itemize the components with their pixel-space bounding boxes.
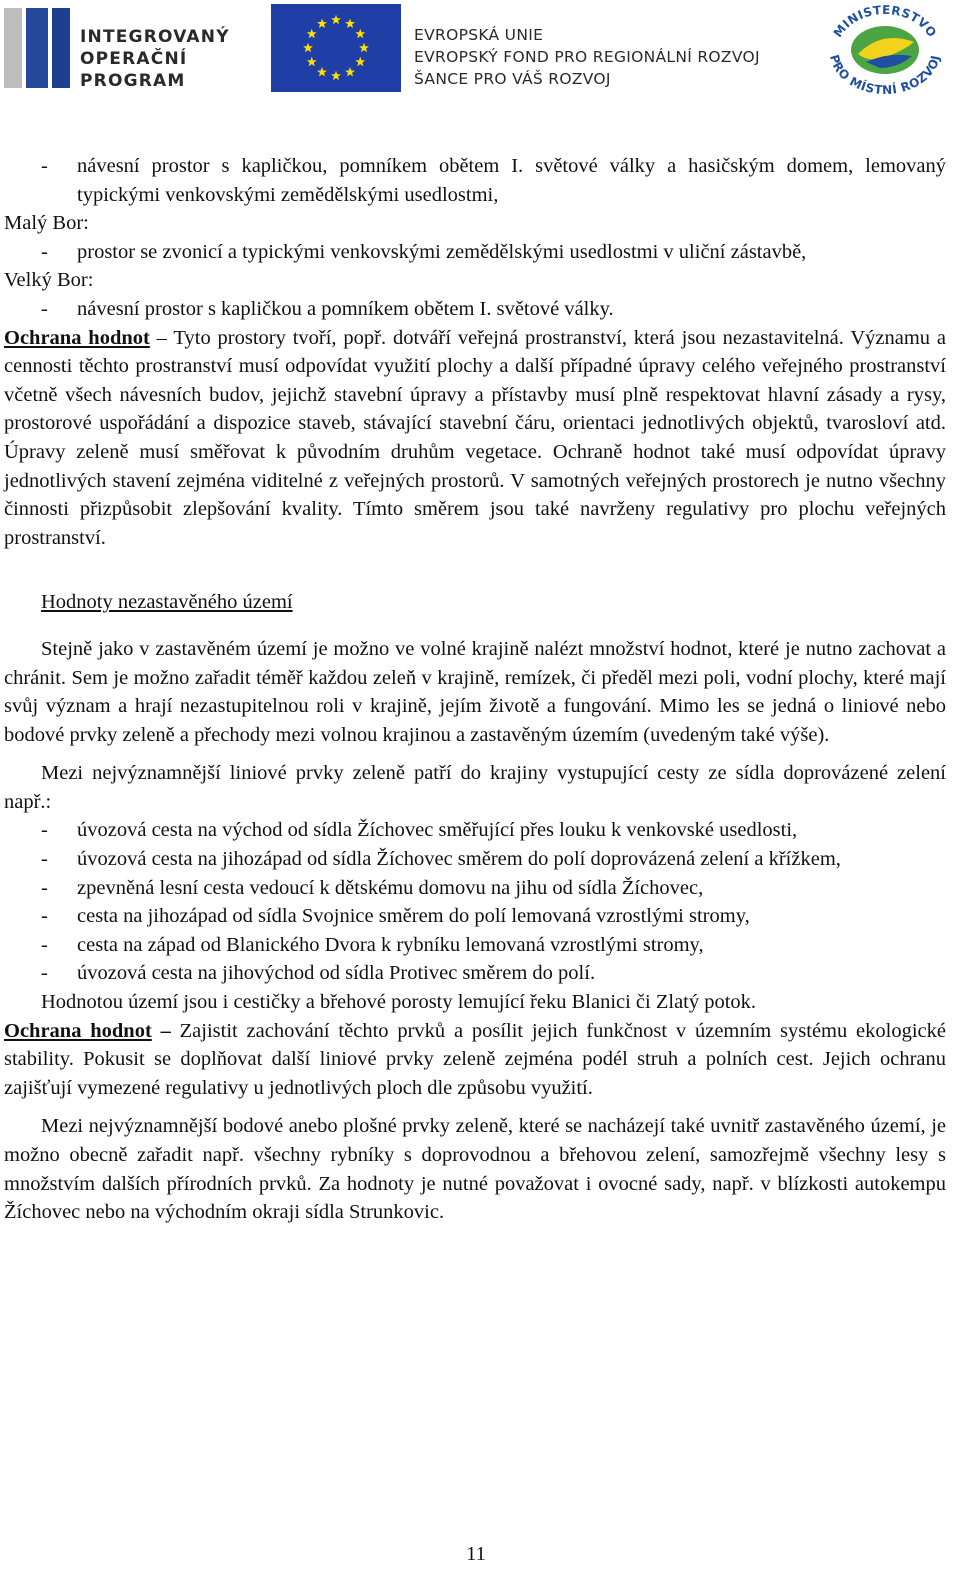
eu-star-icon	[355, 29, 365, 38]
eu-star-icon	[345, 67, 355, 76]
mmr-logo-top-text: MINISTERSTVO	[830, 2, 940, 40]
mmr-logo	[822, 2, 948, 94]
eu-flag-icon	[271, 4, 401, 92]
eu-star-icon	[355, 57, 365, 66]
eu-star-icon	[303, 43, 313, 52]
label-velky-bor: Velký Bor:	[4, 269, 94, 292]
mmr-logo-bottom-text: PRO MÍSTNÍ ROZVOJ	[827, 53, 943, 94]
page-number: 11	[466, 1543, 486, 1565]
section-heading: Hodnoty nezastavěného území	[41, 591, 293, 614]
eu-star-icon	[317, 67, 327, 76]
paragraph-stejne: Stejně jako v zastavěném území je možno ve volné krajině nalézt množství hodnot, které je nutno zachovat a chránit. Sem je možno zařadit téměř každou zeleň v krajině, remízek, či předěl mezi poli, vodní plochy, které mají svůj význam a hrají nezastupitelnou roli v krajině, jejím životě a fungování. Mimo les se jedná o liniové nebo bodové prvky zeleně a přechody mezi volnou krajinou a zastavěným územím (uvedeným také výše).	[4, 637, 946, 746]
eu-star-icon	[331, 71, 341, 80]
list-item: - cesta na jihozápad od sídla Svojnice směrem do polí lemovaná vzrostlými stromy,	[41, 905, 750, 928]
eu-star-icon	[317, 19, 327, 28]
eu-star-icon	[331, 15, 341, 24]
label-maly-bor: Malý Bor:	[4, 212, 89, 235]
list-item: - úvozová cesta na jihozápad od sídla Žíchovec směrem do polí doprovázená zelení a křížkem,	[41, 848, 841, 871]
list-item: - úvozová cesta na jihovýchod od sídla Protivec směrem do polí.	[41, 962, 596, 985]
ochrana-hodnot-paragraph-1: Ochrana hodnot – Tyto prostory tvoří, popř. dotváří veřejná prostranství, která jsou nezastavitelná. Významu a cennosti těchto prostranství musí odpovídat využití plochy a další případné úpravy celého veřejného prostranství včetně všech návesních budov, jejichž stavební úpravy a přístavby musí plně respektovat hlavní zásady a rysy, prostorové uspořádání a dispozice staveb, stávající stavební čáru, orientaci jednotlivých objektů, tvarosloví atd. Úpravy zeleně musí směřovat k původním druhům vegetace. Ochraně hodnot také musí odpovídat úpravy jednotlivých stavení zejména viditelné z veřejných prostorů. V samotných veřejných prostorech je nutno všechny činnosti přizpůsobit zlepšování kvality. Tímto směrem jsou také navrženy regulativy pro plochu veřejných prostranství.	[4, 326, 946, 549]
list-item: - úvozová cesta na východ od sídla Žíchovec směřující přes louku k venkovské usedlosti,	[41, 819, 798, 842]
paragraph-liniove: Mezi nejvýznamnější liniové prvky zeleně patří do krajiny vystupující cesty ze sídla doprovázené zelení např.:	[4, 762, 946, 813]
iop-logo	[4, 4, 234, 92]
ochrana-hodnot-label: Ochrana hodnot	[4, 1019, 152, 1042]
ochrana-hodnot-label: Ochrana hodnot	[4, 326, 150, 349]
iop-logo-text: INTEGROVANÝ OPERAČNÍ PROGRAM	[80, 27, 230, 91]
page-header	[0, 0, 960, 100]
paragraph-hodnotou: Hodnotou území jsou i cestičky a břehové porosty lemující řeku Blanici či Zlatý potok.	[41, 991, 757, 1014]
list-item: - zpevněná lesní cesta vedoucí k dětskému domovu na jihu od sídla Žíchovec,	[41, 876, 704, 899]
eu-logo-text: EVROPSKÁ UNIE EVROPSKÝ FOND PRO REGIONÁLNÍ ROZVOJ ŠANCE PRO VÁŠ ROZVOJ	[414, 26, 760, 88]
list-item: - návesní prostor s kapličkou, pomníkem obětem I. světové války a hasičským domem, lemovaný typickými venkovskými zemědělskými usedlostmi,	[41, 155, 946, 206]
eu-star-icon	[307, 57, 317, 66]
paragraph-bodove: Mezi nejvýznamnější bodové anebo plošné prvky zeleně, které se nacházejí také uvnitř zastavěného území, je možno obecně zařadit např. všechny rybníky s doprovodnou a břehovou zelení, samozřejmě všechny lesy s množstvím dalších přírodních prvků. Za hodnoty je nutné považovat i ovocné sady, např. v blízkosti autokempu Žíchovec nebo na východním okraji sídla Strunkovic.	[4, 1115, 946, 1224]
eu-star-icon	[359, 43, 369, 52]
list-item: - prostor se zvonicí a typickými venkovskými zemědělskými usedlostmi v uliční zástavbě,	[41, 240, 807, 263]
list-item: - cesta na západ od Blanického Dvora k rybníku lemovaná vzrostlými stromy,	[41, 933, 704, 956]
list-item: - návesní prostor s kapličkou a pomníkem obětem I. světové války.	[41, 297, 614, 320]
eu-star-icon	[307, 29, 317, 38]
eu-star-icon	[345, 19, 355, 28]
document-body	[4, 152, 946, 1227]
ochrana-hodnot-paragraph-2: Ochrana hodnot – Zajistit zachování těchto prvků a posílit jejich funkčnost v územním systému ekologické stability. Pokusit se doplňovat další liniové prvky zeleně zejména podél struh a polních cest. Jejich ochranu zajišťují vymezené regulativy u jednotlivých ploch dle způsobu využití.	[4, 1019, 946, 1099]
